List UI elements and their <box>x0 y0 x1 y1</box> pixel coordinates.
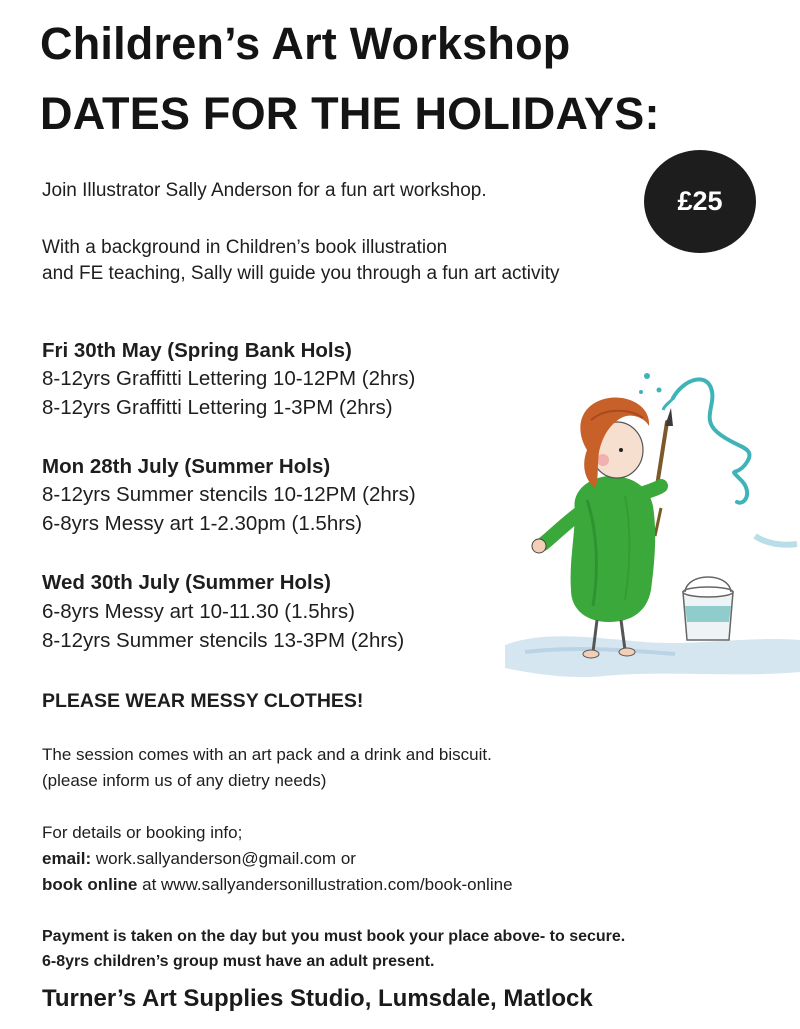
booking-intro: For details or booking info; <box>42 823 243 842</box>
session-item: 8-12yrs Summer stencils 13-3PM (2hrs) <box>42 629 405 652</box>
pack-line-1: The session comes with an art pack and a drink and biscuit. <box>42 745 492 764</box>
booking-email-line <box>42 849 356 869</box>
booking-online-line <box>42 875 513 895</box>
payment-line-2: 6-8yrs children’s group must have an adult present. <box>42 953 435 970</box>
messy-clothes-notice: PLEASE WEAR MESSY CLOTHES! <box>42 690 364 712</box>
session-date-1: Fri 30th May (Spring Bank Hols) <box>42 339 352 362</box>
session-item: 8-12yrs Graffitti Lettering 1-3PM (2hrs) <box>42 396 393 419</box>
session-item: 8-12yrs Graffitti Lettering 10-12PM (2hrs) <box>42 367 416 390</box>
child-painting-illustration <box>505 300 800 690</box>
session-date-3: Wed 30th July (Summer Hols) <box>42 571 331 594</box>
email-link[interactable]: work.sallyanderson@gmail.com or <box>91 849 356 868</box>
session-date-2: Mon 28th July (Summer Hols) <box>42 455 331 478</box>
pack-line-2: (please inform us of any dietry needs) <box>42 771 327 790</box>
intro-line-1: Join Illustrator Sally Anderson for a fun art workshop. <box>42 180 487 201</box>
venue-title: Turner’s Art Supplies Studio, Lumsdale, Matlock <box>42 985 593 1012</box>
intro-line-2: With a background in Children’s book illustration <box>42 237 448 258</box>
page-subtitle: DATES FOR THE HOLIDAYS: <box>40 88 660 139</box>
email-label: email: <box>42 849 92 868</box>
intro-line-3: and FE teaching, Sally will guide you through a fun art activity <box>42 263 560 284</box>
payment-line-1: Payment is taken on the day but you must book your place above- to secure. <box>42 928 626 945</box>
session-item: 6-8yrs Messy art 1-2.30pm (1.5hrs) <box>42 512 363 535</box>
page-title: Children’s Art Workshop <box>40 18 571 69</box>
book-online-link[interactable]: at www.sallyandersonillustration.com/book-online <box>137 875 513 894</box>
book-online-label: book online <box>42 875 138 894</box>
session-item: 6-8yrs Messy art 10-11.30 (1.5hrs) <box>42 600 355 623</box>
session-item: 8-12yrs Summer stencils 10-12PM (2hrs) <box>42 483 416 506</box>
price-badge: £25 <box>644 150 756 253</box>
